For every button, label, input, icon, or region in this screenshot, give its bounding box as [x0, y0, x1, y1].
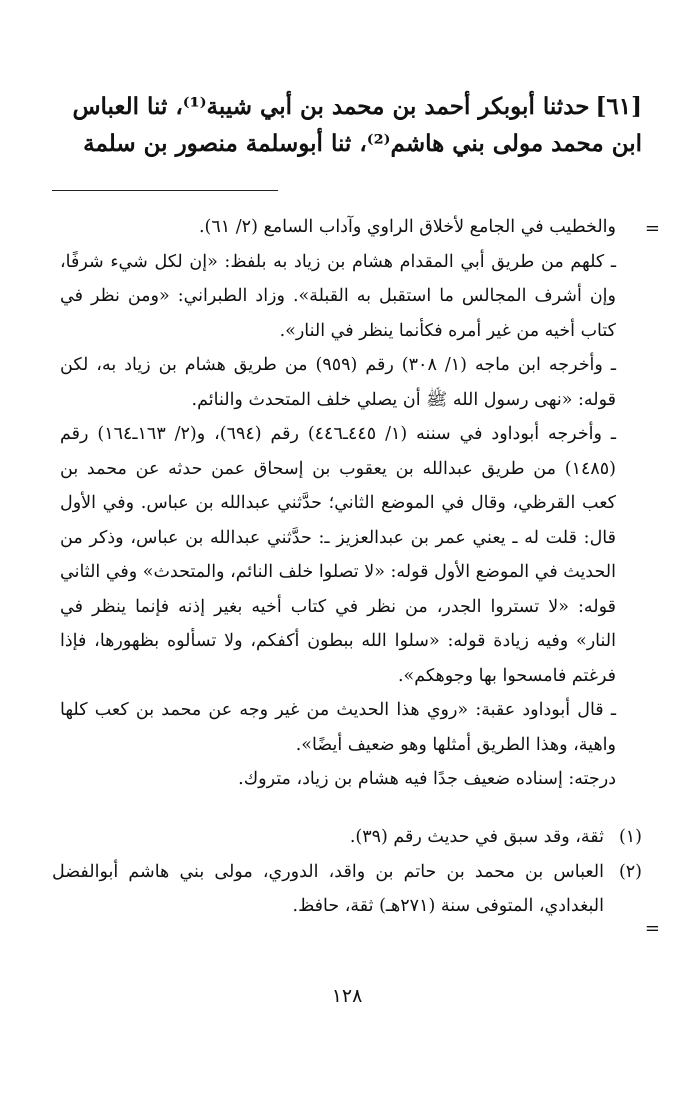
- footnote-2: [52, 855, 642, 923]
- footnote-marker: (٢): [618, 862, 642, 882]
- footnote-1: [52, 820, 642, 854]
- footnote-text: العباس بن محمد بن حاتم بن واقد، الدوري، مولى بني هاشم أبوالفضل البغدادي، المتوفى سنة (٢٧١هـ) ثقة، حافظ.: [52, 862, 604, 916]
- note-paragraph: ـ كلهم من طريق أبي المقدام هشام بن زياد به بلفظ: «إن لكل شيء شرفًا، وإن أشرف المجالس ما استقبل به القبلة». وزاد الطبراني: «ومن نظر في كتاب أخيه من غير أمره فكأنما ينظر في النار».: [60, 251, 616, 341]
- continuation-mark-top: =: [644, 218, 660, 239]
- note-paragraph: ـ قال أبوداود عقبة: «روي هذا الحديث من غير وجه عن محمد بن كعب كلها واهية، وهذا الطريق أمثلها وهو ضعيف أيضًا».: [60, 700, 616, 755]
- hadith-line-2: ابن محمد مولى بني هاشم⁽²⁾، ثنا أبوسلمة منصور بن سلمة: [83, 130, 642, 157]
- footnote-text: ثقة، وقد سبق في حديث رقم (٣٩).: [349, 827, 604, 847]
- footnote-marker: (١): [618, 827, 642, 847]
- note-paragraph: والخطيب في الجامع لأخلاق الراوي وآداب السامع (٢/ ٦١).: [198, 217, 616, 237]
- note-paragraph: ـ وأخرجه أبوداود في سننه (١/ ٤٤٥ـ٤٤٦) رقم (٦٩٤)، و(٢/ ١٦٣ـ١٦٤) رقم (١٤٨٥) من طريق عبدالله بن يعقوب بن إسحاق عمن حدثه عن محمد بن كعب القرظي، وقال في الموضع الثاني؛ حدَّثني عبدالله بن عباس. وفي الأول قال: قلت له ـ يعني عمر بن عبدالعزيز ـ: حدَّثني عبدالله بن عباس، وذكر من الحديث في الموضع الأول قوله: «لا تصلوا خلف النائم، والمتحدث» وفي الثاني قوله: «لا تستروا الجدر، من نظر في كتاب أخيه بغير إذنه فإنما ينظر في النار» وفيه زيادة قوله: «سلوا الله ببطون أكفكم، ولا تسألوه بظهورها، فإذا فرغتم فامسحوا بها وجوهكم».: [60, 424, 616, 686]
- continued-notes: [60, 210, 616, 797]
- grading-note: درجته: إسناده ضعيف جدًا فيه هشام بن زياد، متروك.: [238, 769, 616, 789]
- hadith-text: [52, 88, 642, 162]
- hadith-line-1: [52, 88, 642, 125]
- hadith-line-1-text: حدثنا أبوبكر أحمد بن محمد بن أبي شيبة⁽¹⁾، ثنا العباس: [72, 93, 590, 120]
- footnote-separator: [52, 190, 278, 191]
- page-number: ١٢٨: [331, 985, 363, 1007]
- hadith-number: [٦١]: [595, 93, 642, 120]
- note-paragraph: ـ وأخرجه ابن ماجه (١/ ٣٠٨) رقم (٩٥٩) من طريق هشام بن زياد به، لكن قوله: «نهى رسول الله ﷺ أن يصلي خلف المتحدث والنائم.: [60, 355, 616, 410]
- continuation-mark-bottom: =: [644, 918, 660, 939]
